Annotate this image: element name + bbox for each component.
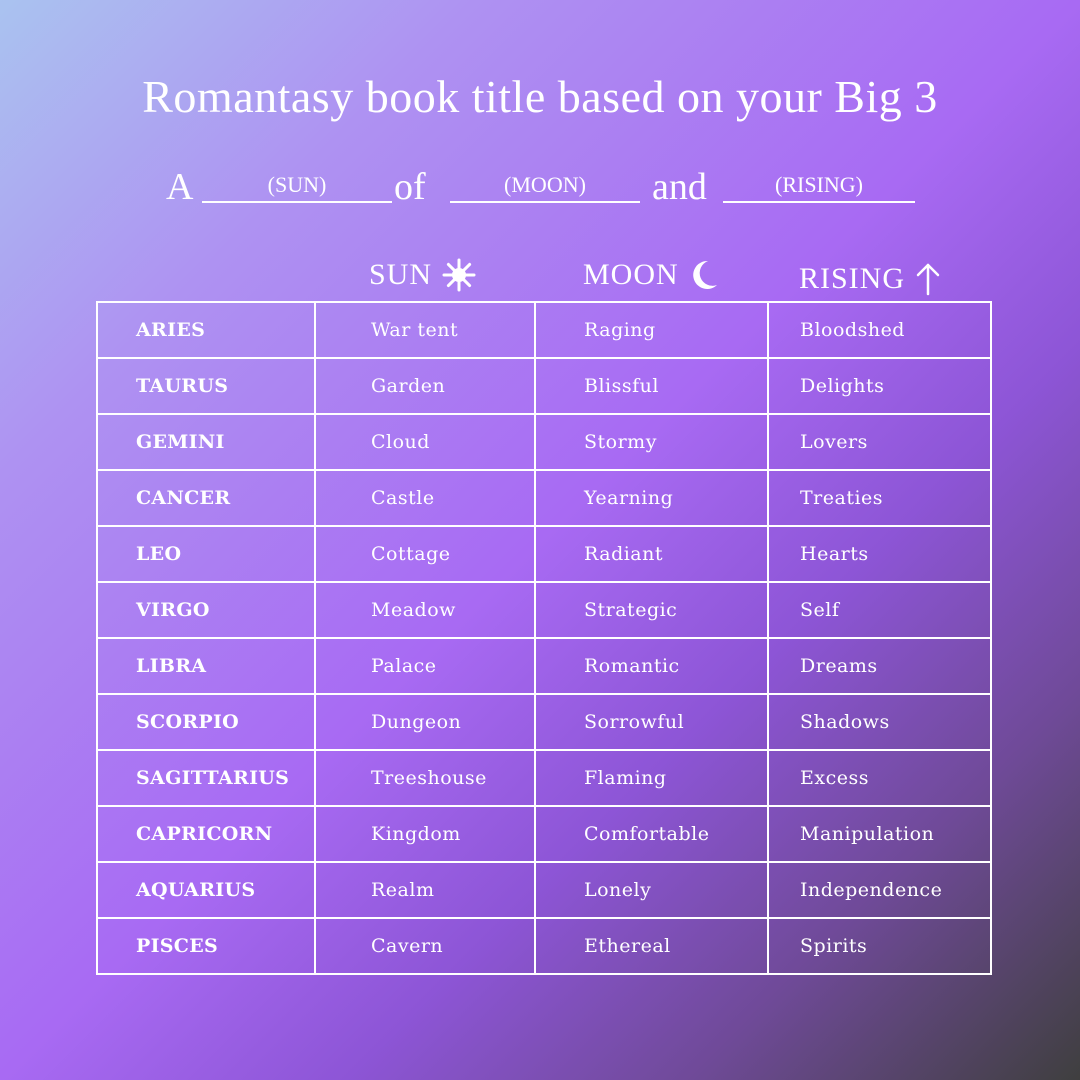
sign-cell: CAPRICORN: [97, 806, 315, 862]
sign-cell: GEMINI: [97, 414, 315, 470]
arrow-up-icon: [915, 262, 941, 296]
sun-cell: Kingdom: [315, 806, 535, 862]
sun-cell: Realm: [315, 862, 535, 918]
table-row: [97, 806, 991, 862]
sign-cell: CANCER: [97, 470, 315, 526]
moon-cell: Comfortable: [535, 806, 768, 862]
sun-icon: [442, 258, 476, 292]
sign-cell: TAURUS: [97, 358, 315, 414]
sun-column-label: SUN: [369, 258, 433, 291]
column-header-row: [0, 258, 1080, 302]
table-row: [97, 358, 991, 414]
rising-cell: Treaties: [768, 470, 991, 526]
sign-cell: AQUARIUS: [97, 862, 315, 918]
rising-cell: Hearts: [768, 526, 991, 582]
rising-cell: Self: [768, 582, 991, 638]
table-row: [97, 694, 991, 750]
table-row: [97, 638, 991, 694]
rising-cell: Dreams: [768, 638, 991, 694]
rising-cell: Independence: [768, 862, 991, 918]
formula-word-of: of: [394, 166, 426, 208]
rising-cell: Bloodshed: [768, 302, 991, 358]
table-row: [97, 302, 991, 358]
sun-column-header: [369, 258, 476, 292]
moon-cell: Sorrowful: [535, 694, 768, 750]
sun-cell: Cloud: [315, 414, 535, 470]
sun-cell: Dungeon: [315, 694, 535, 750]
rising-cell: Shadows: [768, 694, 991, 750]
sign-cell: LIBRA: [97, 638, 315, 694]
table-row: [97, 750, 991, 806]
table-row: [97, 470, 991, 526]
moon-cell: Romantic: [535, 638, 768, 694]
table-row: [97, 582, 991, 638]
rising-blank: (RISING): [723, 165, 915, 203]
moon-cell: Radiant: [535, 526, 768, 582]
moon-cell: Raging: [535, 302, 768, 358]
sun-cell: Garden: [315, 358, 535, 414]
table-row: [97, 526, 991, 582]
table-row: [97, 862, 991, 918]
sun-cell: Palace: [315, 638, 535, 694]
page-title: Romantasy book title based on your Big 3: [142, 71, 938, 122]
zodiac-table: [96, 301, 992, 975]
sun-cell: Treeshouse: [315, 750, 535, 806]
sun-cell: Meadow: [315, 582, 535, 638]
crescent-moon-icon: [689, 259, 719, 291]
rising-cell: Delights: [768, 358, 991, 414]
table-row: [97, 918, 991, 974]
rising-cell: Lovers: [768, 414, 991, 470]
table-row: [97, 414, 991, 470]
rising-cell: Excess: [768, 750, 991, 806]
moon-column-header: [583, 258, 719, 292]
sign-cell: LEO: [97, 526, 315, 582]
rising-column-header: [799, 262, 941, 296]
moon-cell: Lonely: [535, 862, 768, 918]
sun-cell: War tent: [315, 302, 535, 358]
sign-cell: PISCES: [97, 918, 315, 974]
sign-cell: VIRGO: [97, 582, 315, 638]
sun-blank: (SUN): [202, 165, 392, 203]
moon-cell: Strategic: [535, 582, 768, 638]
moon-cell: Blissful: [535, 358, 768, 414]
moon-cell: Yearning: [535, 470, 768, 526]
moon-cell: Flaming: [535, 750, 768, 806]
rising-cell: Manipulation: [768, 806, 991, 862]
sun-cell: Cavern: [315, 918, 535, 974]
sign-cell: ARIES: [97, 302, 315, 358]
sign-cell: SCORPIO: [97, 694, 315, 750]
formula-word-and: and: [652, 166, 707, 208]
rising-cell: Spirits: [768, 918, 991, 974]
moon-cell: Ethereal: [535, 918, 768, 974]
formula-word-a: A: [166, 166, 194, 208]
sign-cell: SAGITTARIUS: [97, 750, 315, 806]
rising-column-label: RISING: [799, 262, 906, 295]
title-formula: [166, 165, 926, 215]
sun-cell: Castle: [315, 470, 535, 526]
sun-cell: Cottage: [315, 526, 535, 582]
moon-column-label: MOON: [583, 258, 679, 291]
moon-blank: (MOON): [450, 165, 640, 203]
moon-cell: Stormy: [535, 414, 768, 470]
